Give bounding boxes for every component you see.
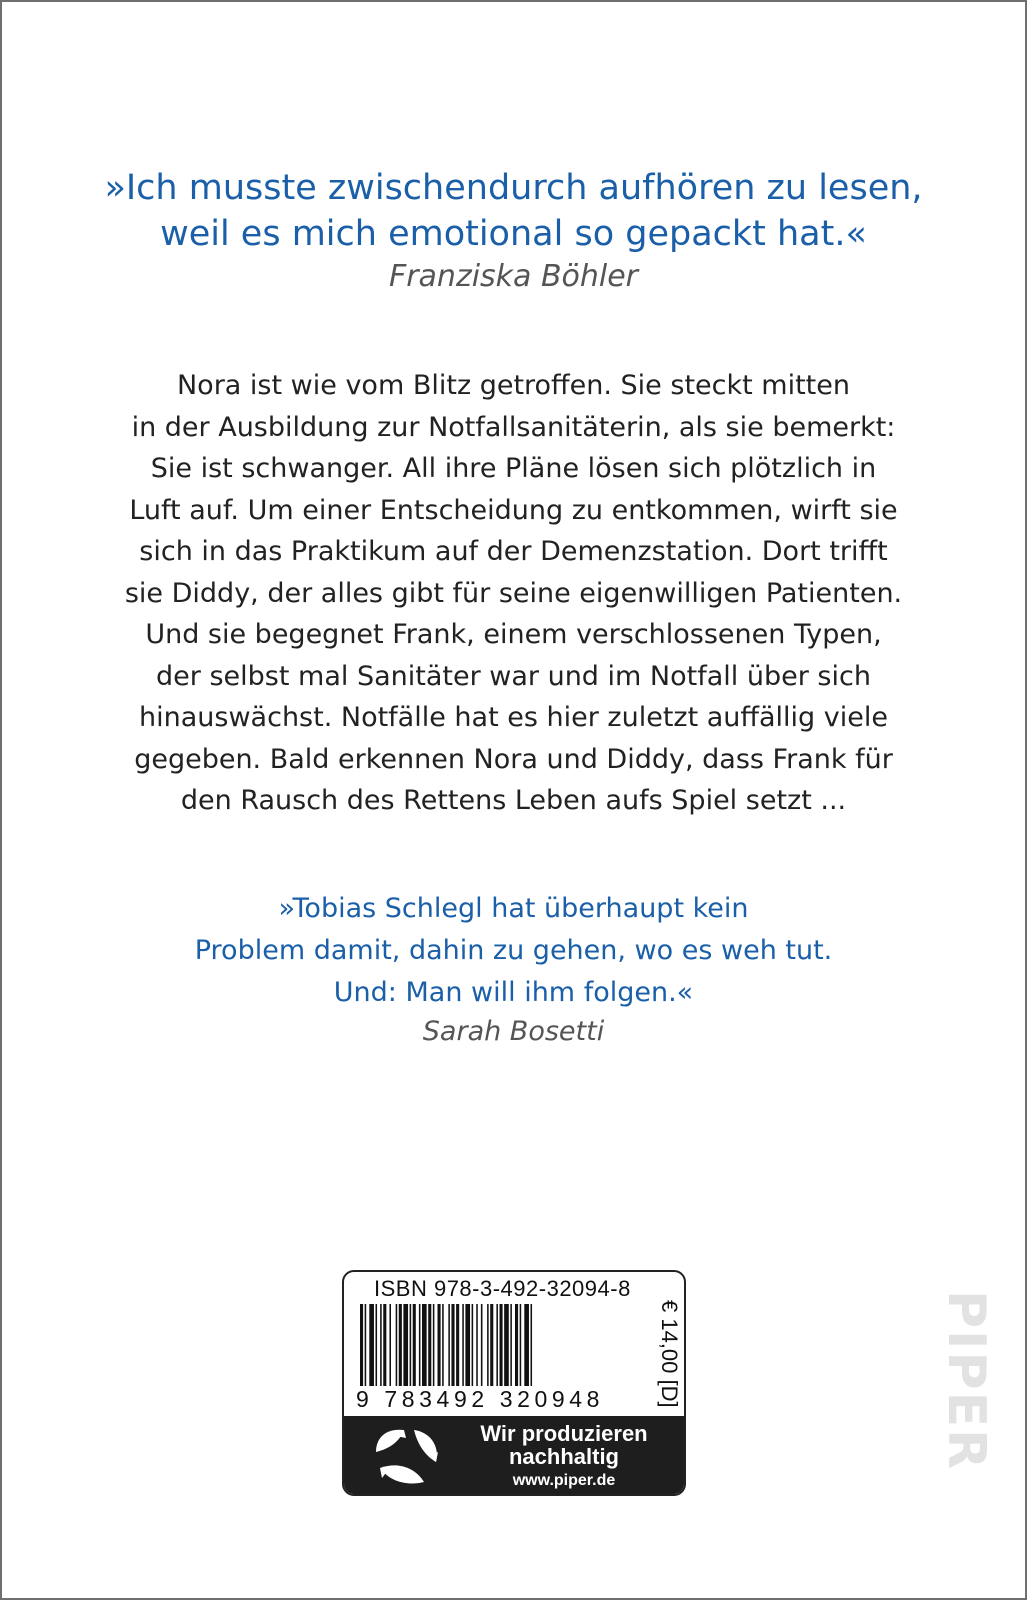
barcode-bar — [383, 1304, 386, 1386]
barcode-bar — [380, 1304, 382, 1386]
barcode-bar — [360, 1304, 363, 1386]
publisher-name: PIPER — [936, 1290, 996, 1472]
barcode-digits: 9 783492 320948 — [356, 1386, 605, 1412]
barcode-bar — [462, 1304, 464, 1386]
price-label — [656, 1300, 686, 1410]
eco-text — [454, 1422, 674, 1492]
barcode-bar — [500, 1304, 503, 1386]
blurb-line: Und sie begegnet Frank, einem verschlossenen Typen, — [145, 619, 882, 650]
bottom-quote-line-3: Und: Man will ihm folgen.« — [333, 977, 694, 1008]
bottom-quote-line-2: Problem damit, dahin zu gehen, wo es weh tut. — [194, 935, 833, 966]
top-quote-line-1: »Ich musste zwischendurch aufhören zu lesen, — [104, 168, 923, 208]
eco-line-1: Wir produzieren — [480, 1421, 648, 1446]
barcode-bar — [531, 1304, 533, 1386]
blurb-line: sich in das Praktikum auf der Demenzstation. Dort trifft — [139, 536, 888, 567]
barcode-bar — [504, 1304, 509, 1386]
barcode-box — [342, 1270, 686, 1496]
barcode-bar — [481, 1304, 483, 1386]
bottom-quote-author: Sarah Bosetti — [422, 1016, 605, 1047]
barcode-bar — [419, 1304, 421, 1386]
barcode-bar — [365, 1304, 367, 1386]
price-text: € 14,00 [D] — [657, 1300, 682, 1408]
barcode-bar — [465, 1304, 470, 1386]
bottom-quote — [0, 888, 1027, 1014]
barcode-bar — [410, 1304, 412, 1386]
barcode-bar — [496, 1304, 498, 1386]
eco-line-2: nachhaltig — [508, 1444, 619, 1469]
barcode-bar — [490, 1304, 493, 1386]
barcode-bar — [515, 1304, 518, 1386]
blurb-line: Luft auf. Um einer Entscheidung zu entkommen, wirft sie — [129, 494, 898, 526]
barcode-bar — [524, 1304, 529, 1386]
barcode-bar — [389, 1304, 391, 1386]
barcode-bar — [456, 1304, 459, 1386]
blurb-line: sie Diddy, der alles gibt für seine eigenwilligen Patienten. — [124, 577, 903, 609]
blurb-line: den Rausch des Rettens Leben aufs Spiel setzt ... — [180, 785, 847, 816]
blurb-line: gegeben. Bald erkennen Nora und Diddy, dass Frank für — [134, 743, 893, 775]
top-quote-line-2: weil es mich emotional so gepackt hat.« — [160, 214, 867, 254]
barcode-bar — [413, 1304, 416, 1386]
top-quote-author: Franziska Böhler — [388, 259, 639, 294]
barcode-bar — [438, 1304, 441, 1386]
isbn-label: ISBN 978-3-492-32094-8 — [374, 1276, 631, 1301]
blurb-line: in der Ausbildung zur Notfallsanitäterin, als sie bemerkt: — [131, 411, 896, 443]
barcode-bar — [433, 1304, 435, 1386]
top-quote — [0, 165, 1027, 257]
blurb-text — [0, 365, 1027, 822]
barcode-bar — [428, 1304, 431, 1386]
blurb-line: Sie ist schwanger. All ihre Pläne lösen sich plötzlich in — [150, 453, 877, 484]
barcode-bar — [520, 1304, 522, 1386]
eco-url: www.piper.de — [512, 1472, 616, 1489]
barcode-bar — [376, 1304, 378, 1386]
barcode-bar — [442, 1304, 444, 1386]
recycle-leaves-icon — [370, 1422, 444, 1488]
barcode-bars — [358, 1304, 620, 1386]
eco-badge — [344, 1416, 684, 1494]
blurb-line: der selbst mal Sanitäter war und im Notfall über sich — [156, 660, 871, 692]
barcode-bar — [369, 1304, 374, 1386]
bottom-quote-line-1: »Tobias Schlegl hat überhaupt kein — [278, 893, 749, 924]
barcode-bar — [399, 1304, 402, 1386]
barcode-bar — [448, 1304, 450, 1386]
barcode-bar — [510, 1304, 512, 1386]
barcode-bar — [451, 1304, 454, 1386]
barcode-bar — [472, 1304, 474, 1386]
blurb-line: hinauswächst. Notfälle hat es hier zuletzt auffällig viele — [139, 702, 888, 733]
barcode-bar — [396, 1304, 398, 1386]
barcode-bar — [422, 1304, 427, 1386]
barcode-bar — [476, 1304, 478, 1386]
blurb-line: Nora ist wie vom Blitz getroffen. Sie steckt mitten — [176, 370, 850, 401]
barcode-bar — [487, 1304, 489, 1386]
barcode-bar — [403, 1304, 408, 1386]
publisher-logo — [936, 1290, 1000, 1490]
